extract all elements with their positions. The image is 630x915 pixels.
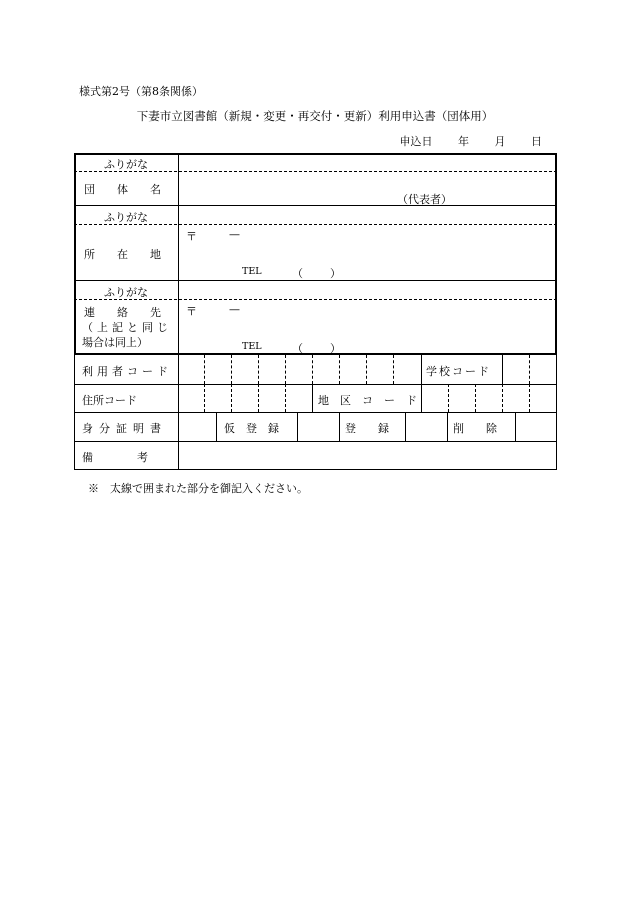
form-number: 様式第2号（第8条関係）	[79, 85, 203, 98]
digit-box	[475, 384, 476, 412]
address-code-label: 住所コード	[82, 394, 137, 407]
application-form	[74, 153, 557, 470]
group-name-label: 団 体 名	[84, 183, 161, 196]
digit-box	[204, 384, 205, 412]
label-divider	[178, 153, 179, 353]
user-code-label: 利用者コード	[82, 365, 172, 378]
date-label: 申込日	[399, 135, 433, 148]
temp-registration-label: 仮 登 録	[224, 422, 279, 435]
form-title: 下妻市立図書館（新規・変更・再交付・更新）利用申込書（団体用）	[136, 109, 494, 123]
digit-box	[366, 355, 367, 384]
furigana-label: ふりがな	[104, 286, 148, 299]
cell-divider	[421, 384, 422, 412]
digit-box	[502, 384, 503, 412]
furigana-label: ふりがな	[104, 211, 148, 224]
digit-box	[529, 384, 530, 412]
postal-mark: 〒	[186, 230, 197, 243]
cell-divider	[297, 412, 298, 441]
cell-divider	[515, 412, 516, 441]
date-month: 月	[494, 135, 506, 148]
date-year: 年	[458, 135, 469, 148]
contact-note-2: 場合は同上）	[82, 336, 148, 349]
tel-paren-open: （	[292, 267, 303, 280]
tel-paren-open: （	[292, 342, 303, 355]
postal-mark: 〒	[186, 305, 197, 318]
footer-note: ※ 太線で囲まれた部分を御記入ください。	[88, 482, 308, 495]
digit-box	[312, 355, 313, 384]
registration-label: 登 録	[345, 422, 389, 435]
digit-box	[285, 384, 286, 412]
date-day: 日	[531, 135, 542, 148]
tel-paren-close: ）	[330, 342, 341, 355]
row-line	[74, 280, 557, 281]
digit-box	[339, 355, 340, 384]
row-line	[74, 412, 557, 413]
digit-box	[231, 384, 232, 412]
row-line	[74, 384, 557, 385]
row-line	[74, 205, 557, 206]
digit-box	[258, 355, 259, 384]
cell-divider	[447, 412, 448, 441]
cell-divider	[312, 384, 313, 412]
digit-box	[393, 355, 394, 384]
tel-paren-close: ）	[330, 267, 341, 280]
representative-label: （代表者）	[397, 193, 452, 206]
id-document-label: 身分証明書	[82, 422, 167, 435]
row-line	[74, 441, 557, 442]
label-divider	[178, 355, 179, 470]
postal-dash: —	[229, 228, 240, 241]
digit-box	[448, 384, 449, 412]
row-line	[74, 469, 557, 470]
tel-label: TEL	[242, 341, 262, 352]
contact-label: 連 絡 先	[84, 306, 161, 319]
location-label: 所 在 地	[84, 248, 161, 261]
cell-divider	[339, 412, 340, 441]
digit-box	[258, 384, 259, 412]
district-code-label: 地 区 コ ー ド	[318, 394, 417, 407]
digit-box	[285, 355, 286, 384]
cell-divider	[216, 412, 217, 441]
cell-divider	[502, 355, 503, 384]
cell-divider	[421, 355, 422, 384]
postal-dash: —	[229, 303, 240, 316]
application-date	[400, 133, 543, 149]
deletion-label: 削 除	[453, 422, 497, 435]
contact-note-1: （上記と同じ	[82, 321, 172, 334]
school-code-label: 学校コード	[426, 365, 491, 378]
tel-label: TEL	[242, 266, 262, 277]
remarks-label: 備 考	[82, 451, 148, 464]
digit-box	[204, 355, 205, 384]
cell-divider	[405, 412, 406, 441]
digit-box	[231, 355, 232, 384]
furigana-label: ふりがな	[104, 158, 148, 171]
digit-box	[529, 355, 530, 384]
